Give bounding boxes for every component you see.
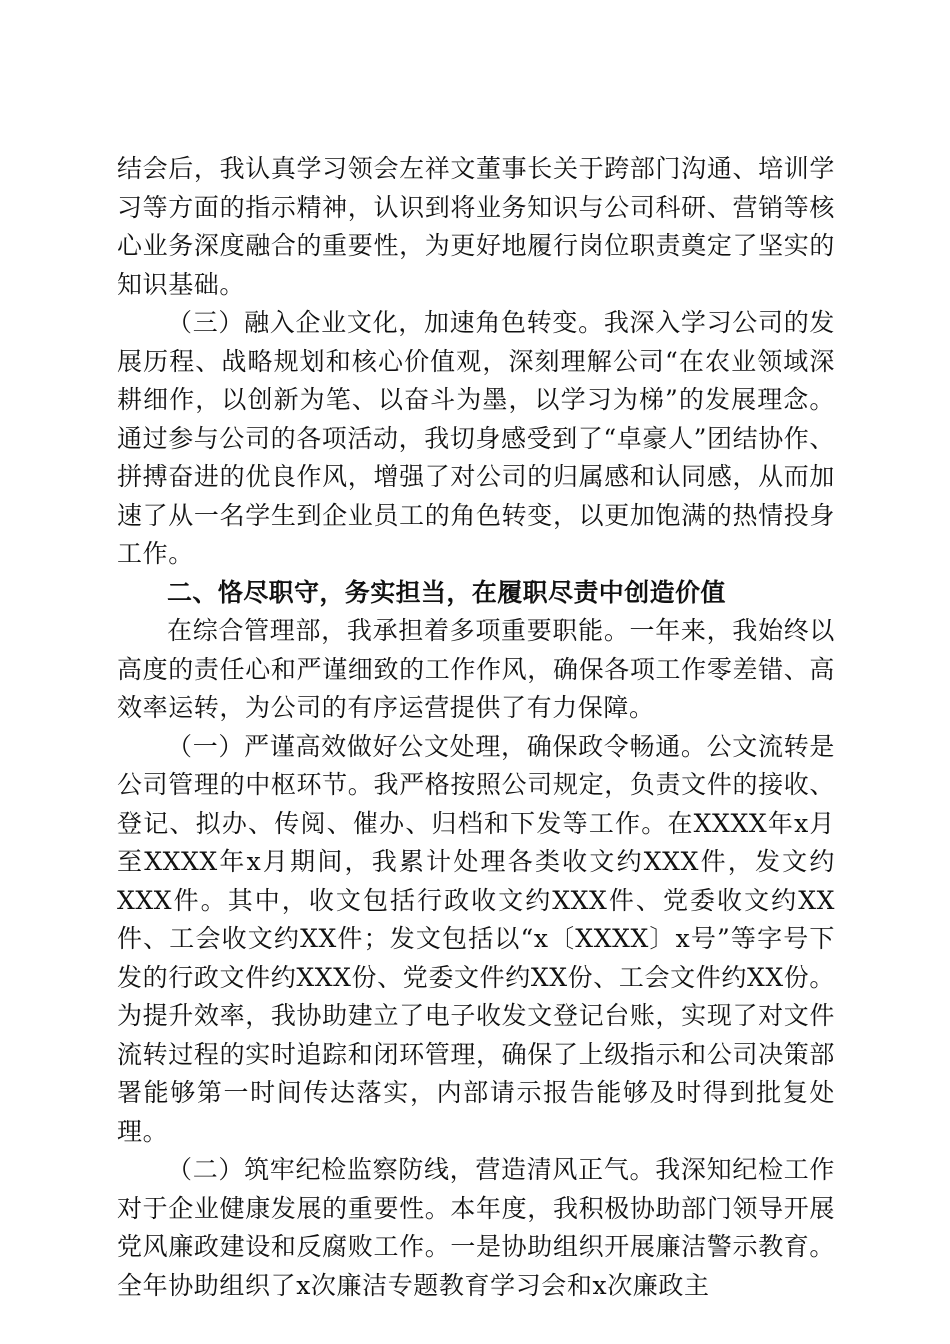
section-heading-2: 二、恪尽职守，务实担当，在履职尽责中创造价值 — [167, 577, 726, 607]
paragraph-corporate-culture: （三）融入企业文化，加速角色转变。我深入学习公司的发展历程、战略规划和核心价值观，深刻理解公司“在农业领域深耕细作，以创新为笔、以奋斗为墨，以学习为梯”的发展理念。通过参与公司的各项活动，我切身感受到了“卓豪人”团结协作、拼搏奋进的优良作风，增强了对公司的归属感和认同感，从而加速了从一名学生到企业员工的角色转变，以更加饱满的热情投身工作。 — [117, 308, 835, 568]
paragraph-document-processing: （一）严谨高效做好公文处理，确保政令畅通。公文流转是公司管理的中枢环节。我严格按照公司规定，负责文件的接收、登记、拟办、传阅、催办、归档和下发等工作。在XXXX年x月至XXXX年x月期间，我累计处理各类收文约XXX件，发文约XXX件。其中，收文包括行政收文约XXX件、党委收文约XX件、工会收文约XX件；发文包括以“x〔XXXX〕x号”等字号下发的行政文件约XXX份、党委文件约XX份、工会文件约XX份。为提升效率，我协助建立了电子收发文登记台账，实现了对文件流转过程的实时追踪和闭环管理，确保了上级指示和公司决策部署能够第一时间传达落实，内部请示报告能够及时得到批复处理。 — [117, 731, 835, 1146]
paragraph-continued: 结会后，我认真学习领会左祥文董事长关于跨部门沟通、培训学习等方面的指示精神，认识到将业务知识与公司科研、营销等核心业务深度融合的重要性，为更好地履行岗位职责奠定了坚实的知识基础。 — [117, 154, 835, 299]
document-body — [117, 150, 835, 1305]
paragraph-section-2-intro: 在综合管理部，我承担着多项重要职能。一年来，我始终以高度的责任心和严谨细致的工作作风，确保各项工作零差错、高效率运转，为公司的有序运营提供了有力保障。 — [117, 616, 835, 722]
paragraph-discipline-inspection: （二）筑牢纪检监察防线，营造清风正气。我深知纪检工作对于企业健康发展的重要性。本年度，我积极协助部门领导开展党风廉政建设和反腐败工作。一是协助组织开展廉洁警示教育。全年协助组织了x次廉洁专题教育学习会和x次廉政主 — [117, 1155, 835, 1300]
